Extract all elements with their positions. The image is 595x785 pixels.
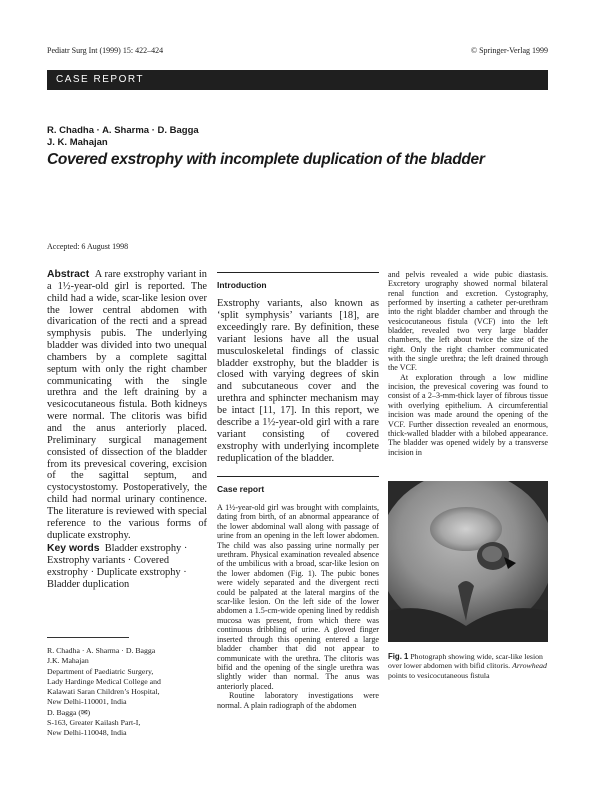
author-line: R. Chadha · A. Sharma · D. Bagga xyxy=(47,125,199,136)
affiliation-line: Department of Paediatric Surgery, xyxy=(47,666,154,676)
footnote-divider xyxy=(47,637,129,638)
keywords-text: Bladder exstrophy · Exstrophy variants · Covered exstrophy · Duplicate exstrophy · Bladder duplication xyxy=(47,543,188,590)
figure-caption xyxy=(388,652,548,680)
abstract-label: Abstract xyxy=(47,269,90,280)
article-title: Covered exstrophy with incomplete duplication of the bladder xyxy=(47,151,485,168)
author-list xyxy=(47,125,347,149)
paragraph: At exploration through a low midline incision, the prevesical covering was found to consist of a 2–3-mm-thick layer of fibrous tissue with overlying epithelium. A circumferential incision was made around the opening of the VCF. Further dissection revealed an enormous, thick-walled bladder with a bilobed appearance. The bladder was opened widely by a transverse incision in xyxy=(388,372,548,457)
article-type-banner: CASE REPORT xyxy=(47,70,548,90)
corresponding-address: New Delhi-110048, India xyxy=(47,728,127,738)
accepted-date: Accepted: 6 August 1998 xyxy=(47,242,129,251)
keywords-label: Key words xyxy=(47,543,100,554)
caption-text: points to vesicocutaneous fistula xyxy=(388,670,490,680)
affiliation-line: Lady Hardinge Medical College and xyxy=(47,676,161,686)
copyright-notice: © Springer-Verlag 1999 xyxy=(470,46,548,55)
case-report-heading: Case report xyxy=(217,484,265,494)
paragraph: A 1½-year-old girl was brought with complaints, dating from birth, of an abnormal appearance of the lower abdominal wall along with passage of urine from an opening in the left lower abdomen. The child was also passing urine normally per urethram. Physical examination revealed absence of the umbilicus with a broad, scar-like lesion on the lower abdomen (Fig. 1). The pubic bones were widely separated and the divergent recti could be palpated at the lateral margins of the scar-like lesion. On the left side of the lower abdomen a 1.5-cm-wide opening lined by reddish mucosa was present, from which there was continuous dribbling of urine. A gloved finger inserted through this opening entered a large bladder chamber that did not appear to communicate with the urethra. The clitoris was bifid and the opening of the single urethra was slightly wider than normal. The anus was anteriorly placed. xyxy=(217,503,379,691)
paragraph: and pelvis revealed a wide pubic diastasis. Excretory urography showed normal bilateral renal function and excretion. Cystography, performed by inserting a catheter per-urethram into the right bladder chamber and through the vesicocutaneous fistula (VCF) into the left bladder, revealed two very large bladder chambers, the left about twice the size of the right. Only the right chamber communicated with the single urethra; the left drained through the VCF. xyxy=(388,270,548,373)
introduction-heading: Introduction xyxy=(217,280,267,290)
section-rule xyxy=(217,476,379,477)
address-authors: R. Chadha · A. Sharma · D. Bagga xyxy=(47,646,156,655)
figure-label: Fig. 1 xyxy=(388,652,409,661)
author-line: J. K. Mahajan xyxy=(47,137,108,148)
journal-citation: Pediatr Surg Int (1999) 15: 422–424 xyxy=(47,46,164,55)
corresponding-address: S-163, Greater Kailash Part-I, xyxy=(47,718,141,728)
paragraph: Routine laboratory investigations were normal. A plain radiograph of the abdomen xyxy=(217,691,379,710)
case-report-text xyxy=(217,503,379,710)
abstract-text: A rare exstrophy variant in a 1½-year-old girl is reported. The child had a wide, scar-like lesion over the lower central abdomen with divarication of the recti and a spread symphysis pubis. The underlying bladder was divided into two unequal chambers by a complete sagittal septum with only the right chamber communicating with the single urethra and the left draining by a vesicocutaneous fistula. Both kidneys were normal. The clitoris was bifid and the anus anteriorly placed. Preliminary surgical management consisted of dissection of the bladder from its prevesical covering, excision of the sagittal septum, and cystocystostomy. Postoperatively, the child had normal urinary continence. The literature is reviewed with special reference to the various forms of duplicate exstrophy. xyxy=(47,269,207,541)
clinical-photograph xyxy=(388,481,548,642)
address-authors: J.K. Mahajan xyxy=(47,656,89,666)
caption-text: Photograph showing wide, scar-like lesion over lower abdomen with bifid clitoris. xyxy=(388,652,543,671)
body-text-column xyxy=(388,270,548,457)
keywords xyxy=(47,543,207,590)
affiliation-line: Kalawati Saran Children’s Hospital, xyxy=(47,687,160,697)
author-address xyxy=(47,646,212,739)
section-rule xyxy=(217,272,379,273)
introduction-text: Exstrophy variants, also known as ‘split symphysis’ variants [18], are exceedingly rare. By definition, these variant lesions have all the usual musculoskeletal findings of classic bladder exstrophy, but the bladder is closed with varying degrees of skin and subcutaneous cover and the urethra and sphincter mechanism may be intact [11, 17]. In this report, we describe a 1½-year-old girl with a rare variant consisting of covered exstrophy with underlying incomplete reduplication of the bladder. xyxy=(217,298,379,464)
affiliation-line: New Delhi-110001, India xyxy=(47,697,127,707)
abstract xyxy=(47,269,207,541)
corresponding-author: D. Bagga (✉) xyxy=(47,707,91,717)
caption-emphasis: Arrowhead xyxy=(512,661,547,671)
